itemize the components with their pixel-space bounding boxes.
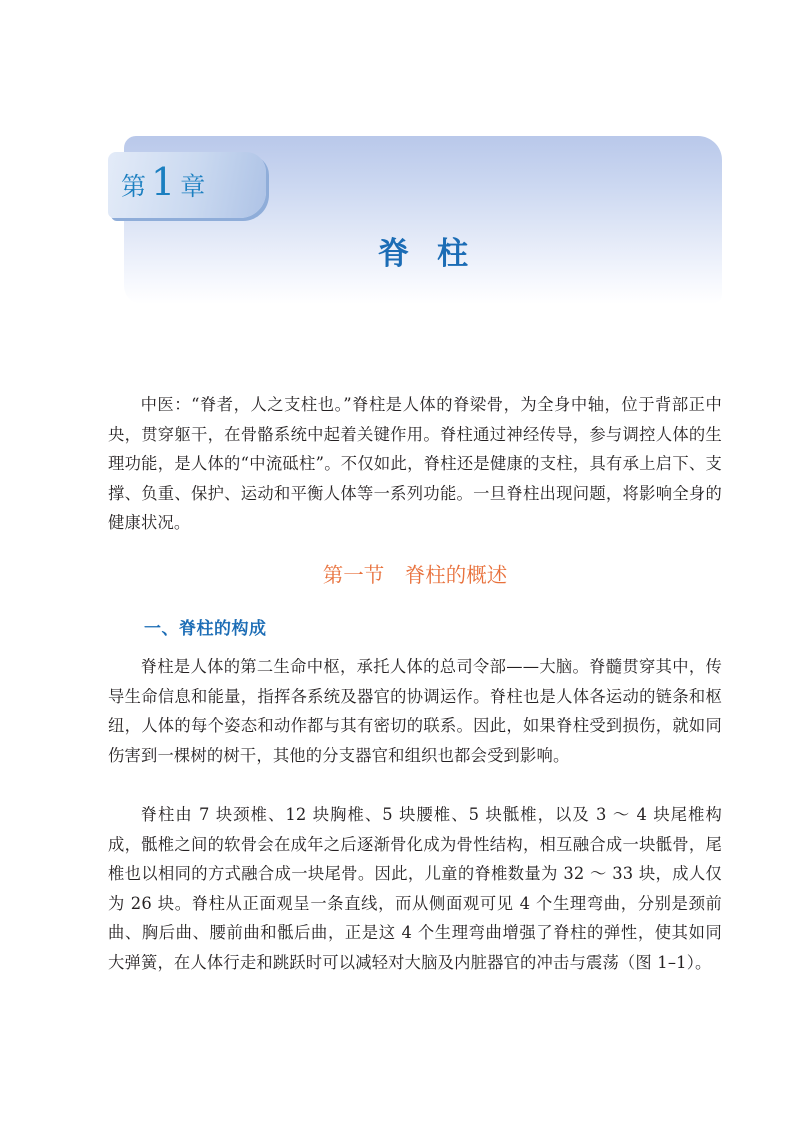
subsection-heading: 一、脊柱的构成: [144, 619, 267, 639]
chapter-number: 1: [151, 160, 176, 204]
body-paragraph: 脊柱由 7 块颈椎、12 块胸椎、5 块腰椎、5 块骶椎，以及 3 ～ 4 块尾椎构成，骶椎之间的软骨会在成年之后逐渐骨化成为骨性结构，相互融合成一块骶骨，尾椎也以相同的方式融合成一块尾骨。因此，儿童的脊椎数量为 32 ～ 33 块，成人仅为 26 块。脊柱从正面观呈一条直线，而从侧面观可见 4 个生理弯曲，分别是颈前曲、胸后曲、腰前曲和骶后曲，正是这 4 个生理弯曲增强了脊柱的弹性，使其如同大弹簧，在人体行走和跳跃时可以减轻对大脑及内脏器官的冲击与震荡（图 1–1）。: [108, 805, 722, 972]
chapter-label-suffix: 章: [180, 172, 206, 201]
chapter-label-prefix: 第: [121, 172, 147, 201]
section-heading: 第一节 脊柱的概述: [322, 563, 508, 587]
chapter-title: 脊柱: [378, 236, 496, 272]
chapter-number-label: [121, 160, 205, 208]
intro-paragraph: 中医：“脊者，人之支柱也。”脊柱是人体的脊梁骨，为全身中轴，位于背部正中央，贯穿躯干，在骨骼系统中起着关键作用。脊柱通过神经传导，参与调控人体的生理功能，是人体的“中流砥柱”。不仅如此，脊柱还是健康的支柱，具有承上启下、支撑、负重、保护、运动和平衡人体等一系列功能。一旦脊柱出现问题，将影响全身的健康状况。: [108, 395, 722, 533]
body-paragraph: 脊柱是人体的第二生命中枢，承托人体的总司令部——大脑。脊髓贯穿其中，传导生命信息和能量，指挥各系统及器官的协调运作。脊柱也是人体各运动的链条和枢纽，人体的每个姿态和动作都与其有密切的联系。因此，如果脊柱受到损伤，就如同伤害到一棵树的树干，其他的分支器官和组织也都会受到影响。: [108, 657, 722, 765]
